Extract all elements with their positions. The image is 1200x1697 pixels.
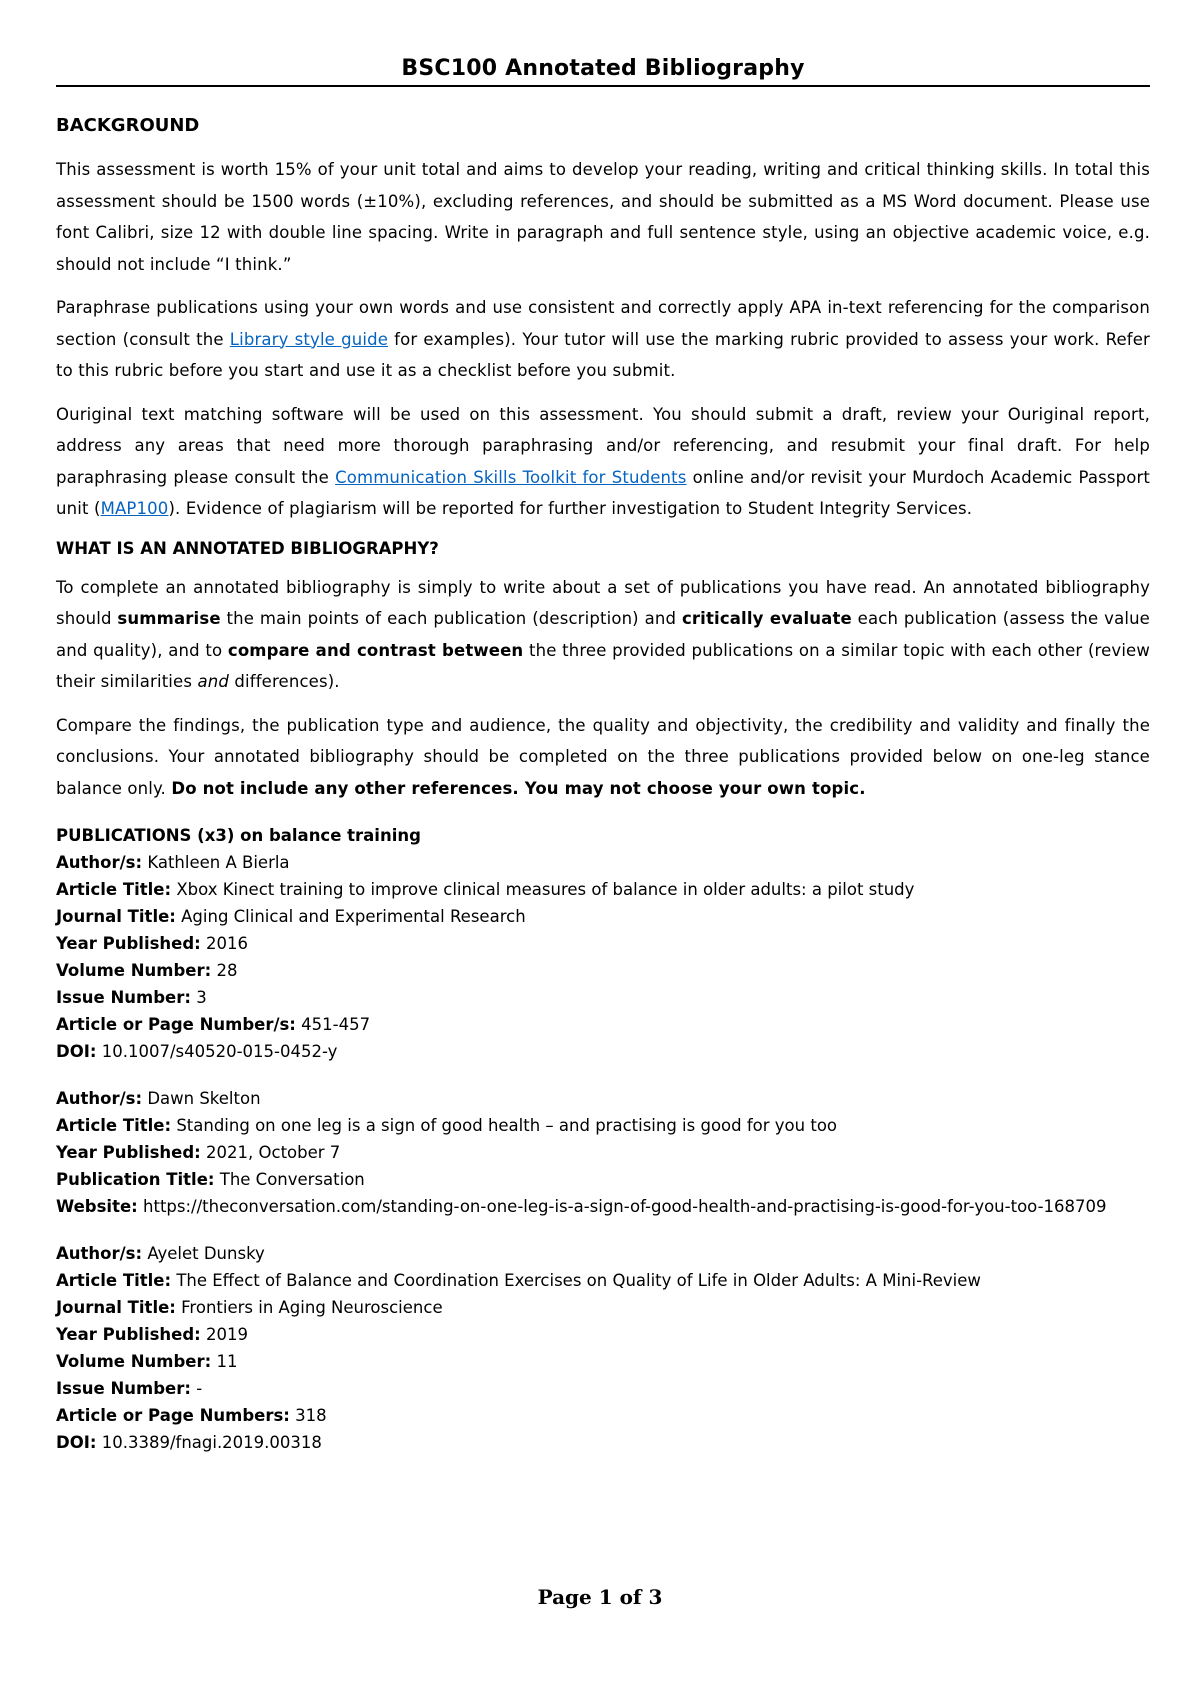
background-paragraph-3: Ouriginal text matching software will be used on this assessment. You should submit a draft, review your Ouriginal report, address any areas that need more thorough paraphrasing and/or referencing, and resubmit your final draft. For help paraphrasing please consult the Communication Skills Toolkit for Students online and/or revisit your Murdoch Academic Passport unit (MAP100). Evidence of plagiarism will be reported for further investigation to Student Integrity Services. bbox=[56, 404, 1151, 518]
pub-author: Author/s: Kathleen A Bierla bbox=[56, 853, 290, 872]
pub-issue: Issue Number: 3 bbox=[56, 988, 207, 1007]
background-paragraph-1: This assessment is worth 15% of your unit total and aims to develop your reading, writing and critical thinking skills. In total this assessment should be 1500 words (±10%), excluding references, and should be submitted as a MS Word document. Please use font Calibri, size 12 with double line spacing. Write in paragraph and full sentence style, using an objective academic voice, e.g. should not include “I think.” bbox=[56, 160, 1150, 274]
document-page bbox=[56, 56, 1150, 1476]
publication-3 bbox=[56, 1240, 1150, 1456]
background-heading: BACKGROUND bbox=[56, 115, 200, 136]
library-style-guide-link[interactable]: Library style guide bbox=[229, 329, 388, 349]
pub-journal-title: Journal Title: Frontiers in Aging Neuroscience bbox=[56, 1298, 443, 1317]
page-number: Page 1 of 3 bbox=[537, 1585, 663, 1609]
pub-pages: Article or Page Number/s: 451-457 bbox=[56, 1015, 371, 1034]
map100-link[interactable]: MAP100 bbox=[100, 499, 169, 518]
pub-website: Website: https://theconversation.com/standing-on-one-leg-is-a-sign-of-good-health-and-practising-is-good-for-you-too-168709 bbox=[56, 1197, 1107, 1216]
what-is-heading: WHAT IS AN ANNOTATED BIBLIOGRAPHY? bbox=[56, 538, 439, 558]
pub-article-title: Article Title: Standing on one leg is a sign of good health – and practising is good for you too bbox=[56, 1116, 838, 1135]
publication-2 bbox=[56, 1085, 1150, 1220]
pub-author: Author/s: Dawn Skelton bbox=[56, 1089, 261, 1108]
pub-year: Year Published: 2016 bbox=[56, 934, 249, 953]
pub-pages: Article or Page Numbers: 318 bbox=[56, 1406, 327, 1425]
publications-heading: PUBLICATIONS (x3) on balance training bbox=[56, 826, 421, 845]
pub-volume: Volume Number: 28 bbox=[56, 961, 238, 980]
pub-issue: Issue Number: - bbox=[56, 1379, 203, 1398]
pub-article-title: Article Title: The Effect of Balance and Coordination Exercises on Quality of Life in Older Adults: A Mini-Review bbox=[56, 1271, 981, 1290]
publication-1 bbox=[56, 849, 1150, 1065]
what-is-paragraph-2: Compare the findings, the publication type and audience, the quality and objectivity, the credibility and validity and finally the conclusions. Your annotated bibliography should be completed on the three publications provided below on one-leg stance balance only. Do not include any other references. You may not choose your own topic. bbox=[56, 715, 1150, 798]
pub-article-title: Article Title: Xbox Kinect training to improve clinical measures of balance in older adults: a pilot study bbox=[56, 880, 915, 899]
pub-publication-title: Publication Title: The Conversation bbox=[56, 1170, 365, 1189]
pub-doi: DOI: 10.1007/s40520-015-0452-y bbox=[56, 1042, 338, 1061]
document-title: BSC100 Annotated Bibliography bbox=[56, 56, 1150, 87]
pub-journal-title: Journal Title: Aging Clinical and Experimental Research bbox=[56, 907, 526, 926]
pub-year: Year Published: 2019 bbox=[56, 1325, 249, 1344]
pub-doi: DOI: 10.3389/fnagi.2019.00318 bbox=[56, 1433, 322, 1452]
background-paragraph-2: Paraphrase publications using your own words and use consistent and correctly apply APA in-text referencing for the comparison section (consult the Library style guide for examples). Your tutor will use the marking rubric provided to assess your work. Refer to this rubric before you start and use it as a checklist before you submit. bbox=[56, 298, 1150, 380]
pub-author: Author/s: Ayelet Dunsky bbox=[56, 1244, 265, 1263]
pub-year: Year Published: 2021, October 7 bbox=[56, 1143, 341, 1162]
pub-volume: Volume Number: 11 bbox=[56, 1352, 238, 1371]
communication-skills-toolkit-link[interactable]: Communication Skills Toolkit for Students bbox=[335, 467, 687, 487]
what-is-paragraph-1: To complete an annotated bibliography is simply to write about a set of publications you have read. An annotated bibliography should summarise the main points of each publication (description) and critically evaluate each publication (assess the value and quality), and to compare and contrast between the three provided publications on a similar topic with each other (review their similarities and differences). bbox=[56, 577, 1151, 691]
